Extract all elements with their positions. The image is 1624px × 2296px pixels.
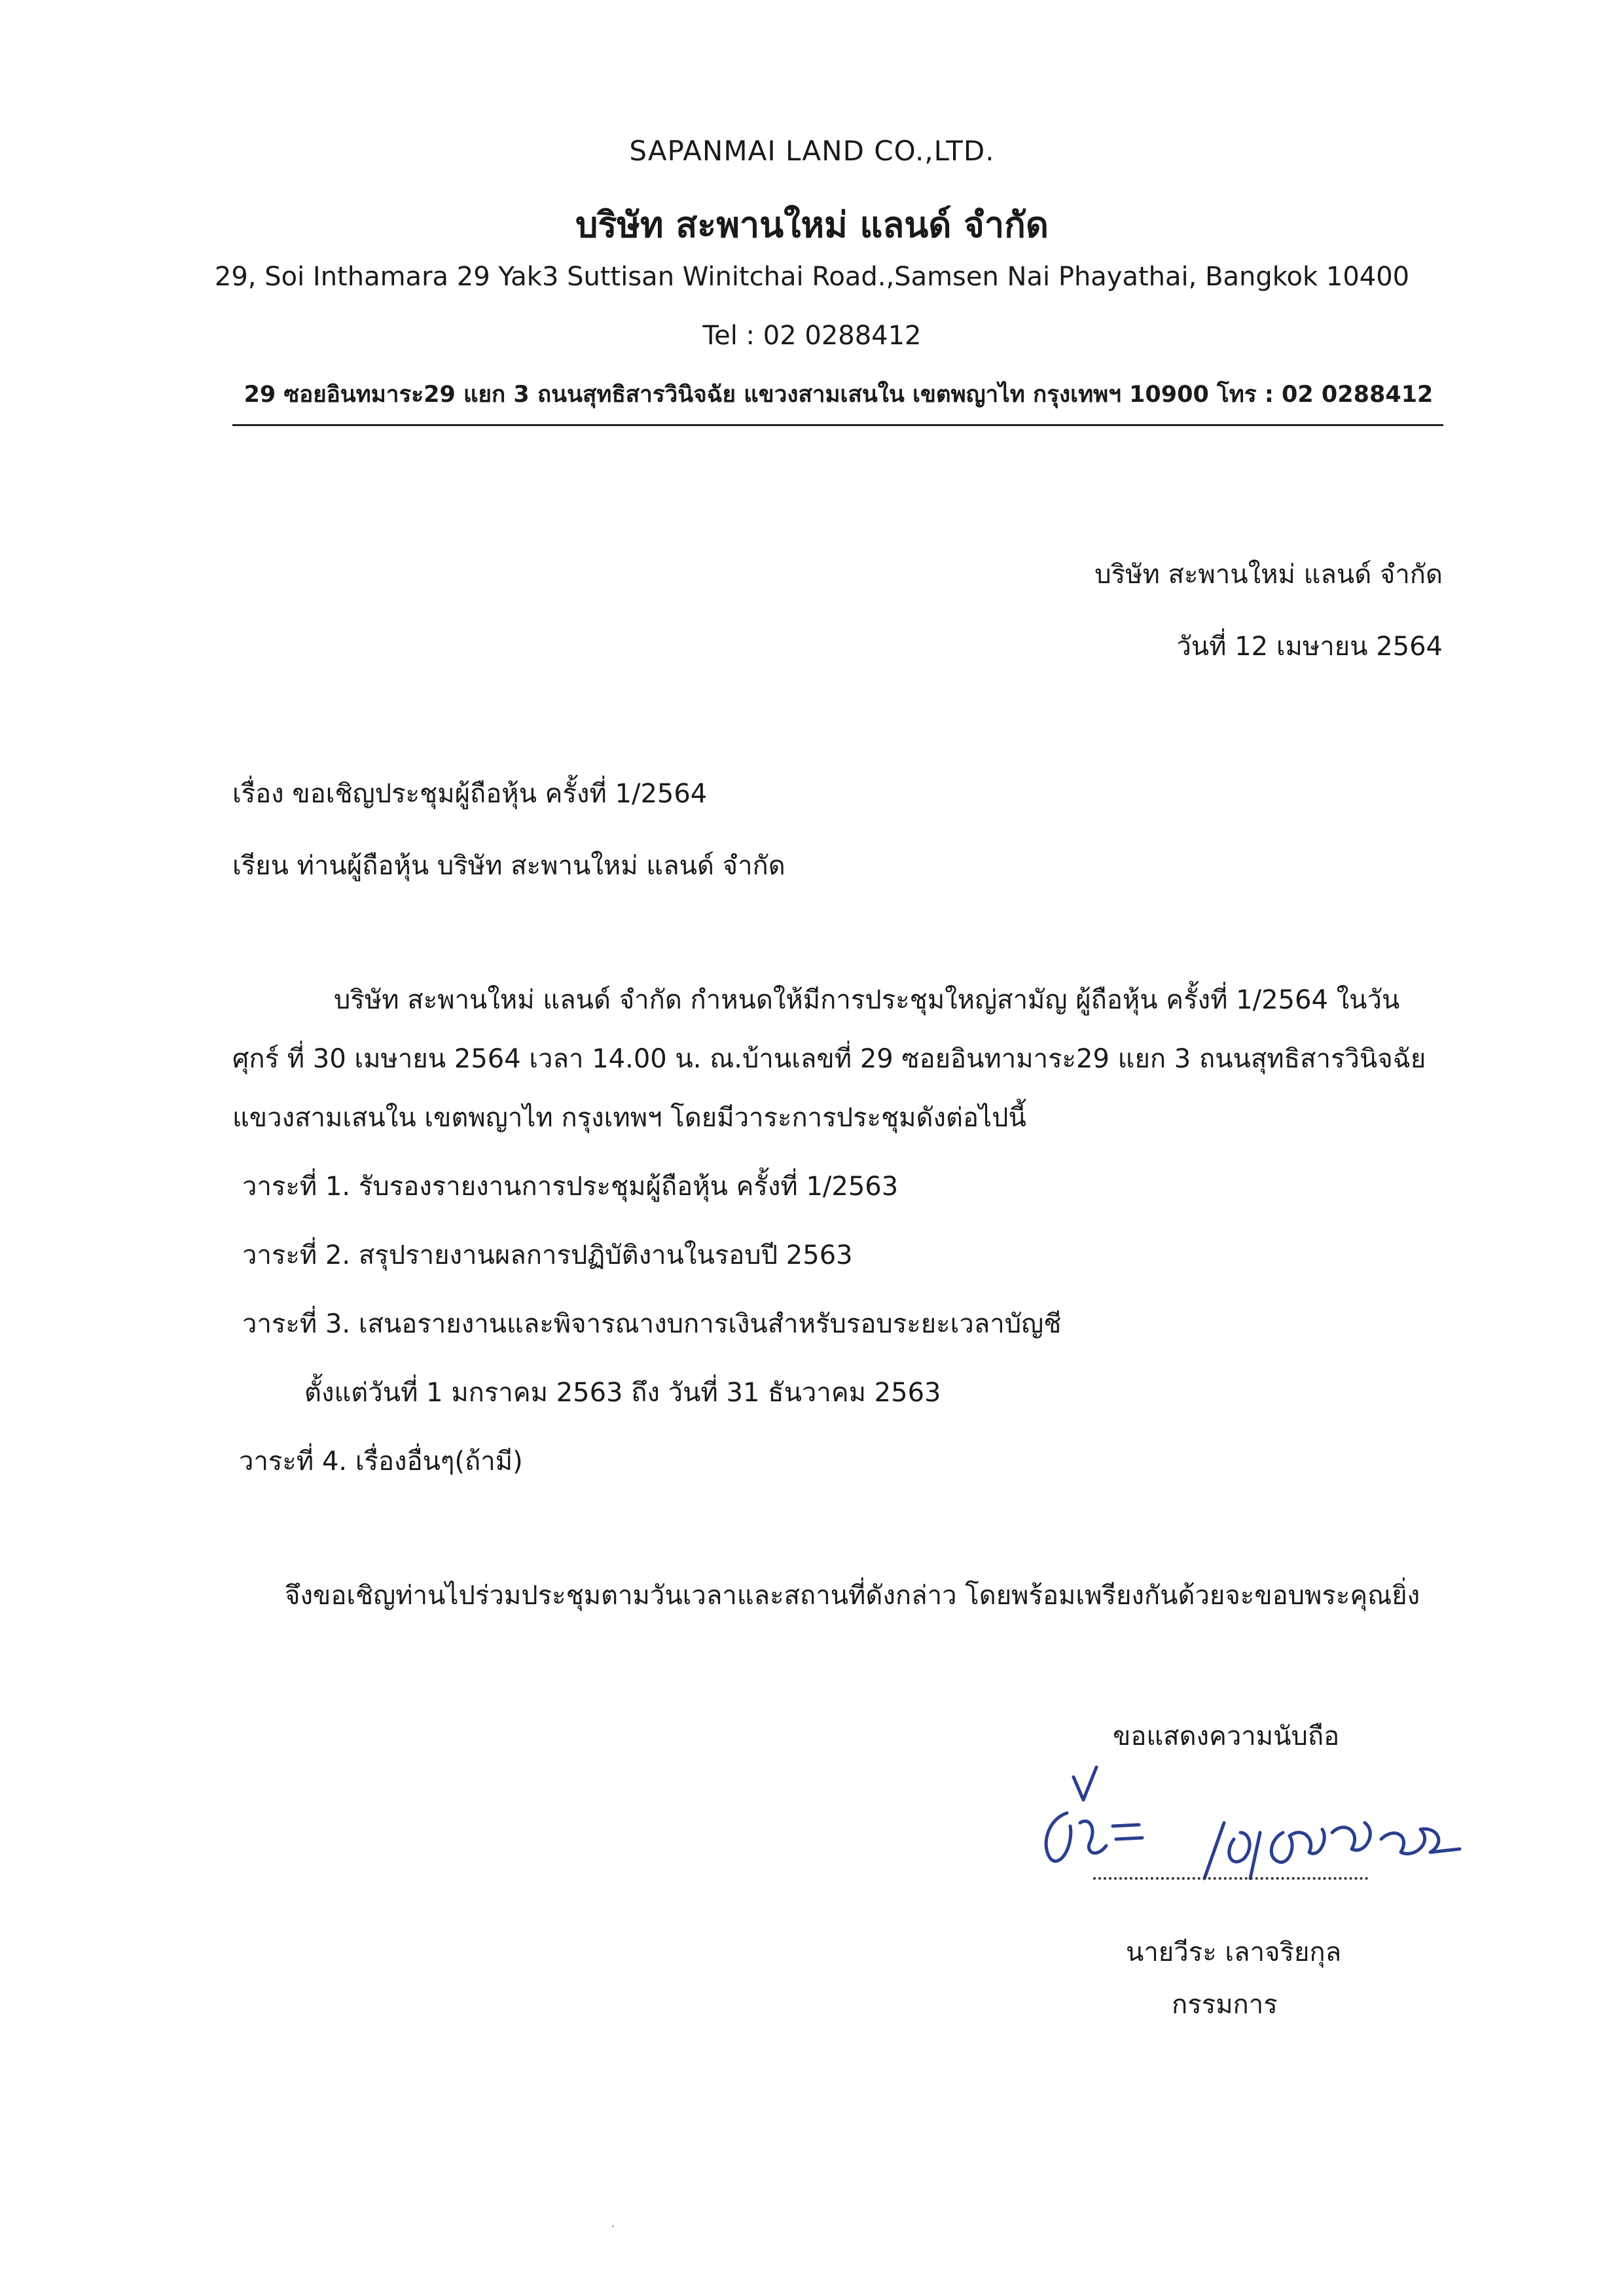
body-line-1: บริษัท สะพานใหม่ แลนด์ จำกัด กำหนดให้มีการประชุมใหญ่สามัญ ผู้ถือหุ้น ครั้งที่ 1/2564 ในวัน — [334, 985, 1400, 1015]
body-line-3: แขวงสามเสนใน เขตพญาไท กรุงเทพฯ โดยมีวาระการประชุมดังต่อไปนี้ — [232, 1103, 1026, 1133]
agenda-item-4: วาระที่ 4. เรื่องอื่นๆ(ถ้ามี) — [239, 1446, 523, 1477]
body-line-2: ศุกร์ ที่ 30 เมษายน 2564 เวลา 14.00 น. ณ.บ้านเลขที่ 29 ซอยอินทามาระ29 แยก 3 ถนนสุทธิสารวินิจฉัย — [232, 1044, 1426, 1074]
letterhead-divider — [232, 424, 1443, 426]
letter-recipient: เรียน ท่านผู้ถือหุ้น บริษัท สะพานใหม่ แลนด์ จำกัด — [232, 851, 785, 881]
company-name-en: SAPANMAI LAND CO.,LTD. — [629, 135, 995, 167]
closing-paragraph: จึงขอเชิญท่านไปร่วมประชุมตามวันเวลาและสถานที่ดังกล่าว โดยพร้อมเพรียงกันด้วยจะขอบพระคุณยิ่ง — [285, 1581, 1420, 1611]
sender-company: บริษัท สะพานใหม่ แลนด์ จำกัด — [1094, 560, 1443, 590]
letter-subject: เรื่อง ขอเชิญประชุมผู้ถือหุ้น ครั้งที่ 1/2564 — [232, 779, 708, 809]
regards-text: ขอแสดงความนับถือ — [1113, 1721, 1340, 1751]
company-name-th: บริษัท สะพานใหม่ แลนด์ จำกัด — [575, 204, 1049, 245]
scan-speck — [612, 2225, 614, 2227]
handwritten-signature — [1008, 1761, 1479, 1905]
agenda-item-3-continued: ตั้งแต่วันที่ 1 มกราคม 2563 ถึง วันที่ 31 ธันวาคม 2563 — [304, 1378, 941, 1408]
company-address-th: 29 ซอยอินทมาระ29 แยก 3 ถนนสุทธิสารวินิจฉัย แขวงสามเสนใน เขตพญาไท กรุงเทพฯ 10900 โทร : 02 0288412 — [244, 382, 1434, 408]
signatory-name: นายวีระ เลาจริยกุล — [1126, 1937, 1342, 1967]
letter-date: วันที่ 12 เมษายน 2564 — [1176, 632, 1443, 662]
signatory-title: กรรมการ — [1172, 1990, 1278, 2020]
company-address-en: 29, Soi Inthamara 29 Yak3 Suttisan Winitchai Road.,Samsen Nai Phayathai, Bangkok 10400 — [214, 262, 1410, 292]
signature-dotted-line — [1093, 1877, 1368, 1880]
agenda-item-2: วาระที่ 2. สรุปรายงานผลการปฏิบัติงานในรอบปี 2563 — [242, 1240, 853, 1270]
agenda-item-1: วาระที่ 1. รับรองรายงานการประชุมผู้ถือหุ้น ครั้งที่ 1/2563 — [242, 1172, 899, 1202]
company-telephone: Tel : 02 0288412 — [702, 321, 922, 351]
agenda-item-3: วาระที่ 3. เสนอรายงานและพิจารณางบการเงินสำหรับรอบระยะเวลาบัญชี — [242, 1309, 1062, 1339]
